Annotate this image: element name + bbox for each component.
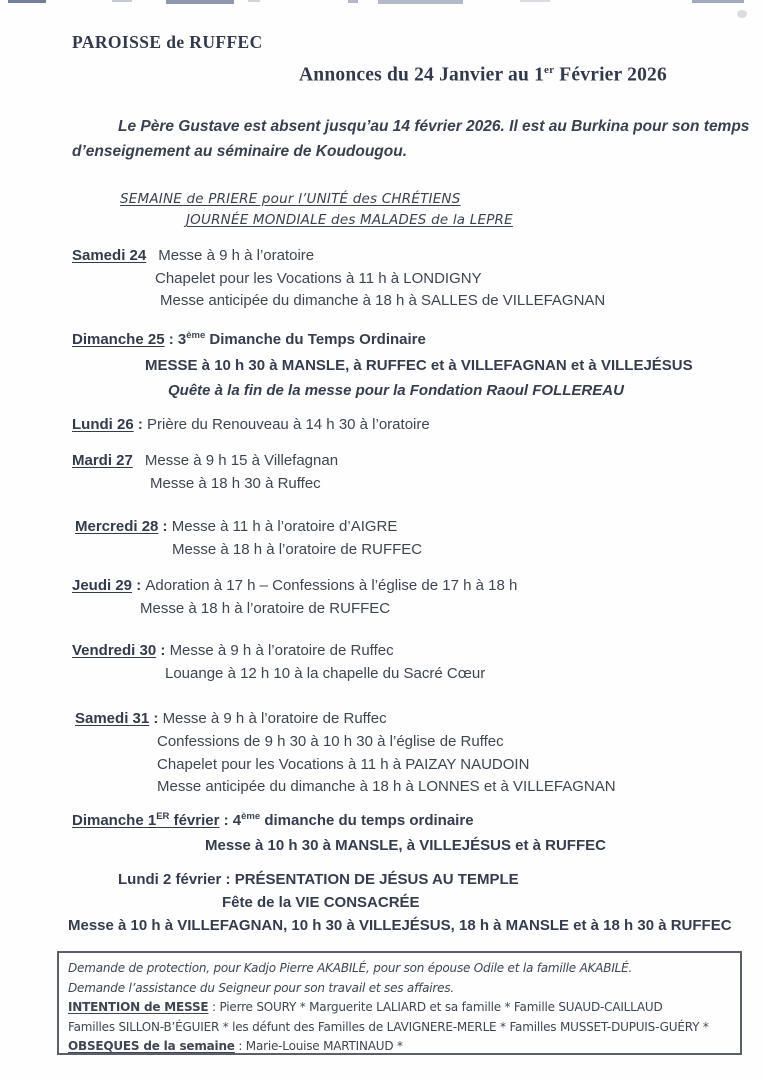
separator: :	[132, 577, 146, 594]
entry-samedi-31-line4: Messe anticipée du dimanche à 18 h à LONNES et à VILLEFAGNAN	[157, 778, 616, 795]
entry-samedi-24	[72, 246, 314, 266]
ordinal-number: 4	[232, 812, 242, 829]
scan-artifact	[248, 0, 260, 2]
entry-jeudi-29-line2: Messe à 18 h à l’oratoire de RUFFEC	[140, 600, 391, 617]
entry-jeudi-29	[72, 576, 517, 596]
page-subtitle	[299, 60, 667, 86]
separator: :	[149, 710, 163, 727]
entry-text: Prière du Renouveau à 14 h 30 à l’oratoire	[147, 416, 430, 433]
week-banner-line2: JOURNÉE MONDIALE des MALADES de la LEPRE	[186, 212, 513, 228]
families-line: Familles SILLON-B’ÉGUIER * les défunt des Familles de LAVIGNERE-MERLE * Familles MUSSET-DUPUIS-GUÉRY *	[68, 1019, 709, 1034]
ordinal-superscript: ème	[186, 330, 206, 341]
separator: :	[164, 331, 178, 348]
absence-notice-line2: d’enseignement au séminaire de Koudougou.	[72, 143, 408, 160]
entry-dimanche-1er	[72, 811, 474, 831]
subtitle-superscript: er	[544, 64, 555, 76]
mass-intentions-label: INTENTION de MESSE	[68, 1000, 209, 1014]
scan-artifact	[692, 0, 744, 3]
scan-artifact	[166, 0, 234, 4]
scan-artifact	[520, 0, 550, 2]
absence-notice-line1: Le Père Gustave est absent jusqu’au 14 février 2026. Il est au Burkina pour son temps	[118, 118, 750, 135]
scan-artifact	[8, 0, 46, 3]
scan-artifact	[348, 0, 358, 3]
mass-intentions-names: : Pierre SOURY * Marguerite LALIARD et sa famille * Famille SUAUD-CAILLAUD	[208, 1000, 663, 1014]
subtitle-text: Annonces du 24 Janvier au 1	[299, 64, 545, 86]
day-superscript: ER	[156, 811, 170, 822]
entry-text: Dimanche du Temps Ordinaire	[205, 331, 426, 348]
entry-vendredi-30-line2: Louange à 12 h 10 à la chapelle du Sacré Cœur	[165, 665, 486, 682]
day-label-mercredi-28: Mercredi 28	[75, 518, 159, 535]
day-label-vendredi-30: Vendredi 30	[72, 642, 157, 659]
scan-artifact	[737, 10, 747, 18]
entry-samedi-31-line2: Confessions de 9 h 30 à 10 h 30 à l’église de Ruffec	[157, 733, 504, 750]
day-label-lundi-26: Lundi 26	[72, 416, 134, 433]
page-title: PAROISSE de RUFFEC	[72, 32, 263, 52]
entry-vendredi-30	[72, 641, 394, 661]
entry-samedi-31	[75, 709, 387, 729]
day-label-dimanche-1er	[72, 812, 219, 829]
entry-dimanche-25	[72, 330, 426, 350]
scan-artifact	[378, 0, 463, 4]
day-text: Dimanche 1	[72, 812, 157, 829]
entry-mardi-27	[72, 451, 338, 471]
day-label-dimanche-25: Dimanche 25	[72, 331, 165, 348]
entry-text: Messe à 9 h à l’oratoire de Ruffec	[162, 710, 387, 727]
entry-text: Adoration à 17 h – Confessions à l’église de 17 h à 18 h	[145, 577, 518, 594]
feb2-line1: Lundi 2 février : PRÉSENTATION DE JÉSUS AU TEMPLE	[118, 871, 519, 888]
entry-samedi-31-line3: Chapelet pour les Vocations à 11 h à PAIZAY NAUDOIN	[157, 756, 530, 773]
scan-artifact	[112, 0, 132, 2]
separator: :	[133, 416, 148, 433]
funerals-line	[68, 1037, 731, 1057]
entry-text: Messe à 9 h à l’oratoire	[158, 247, 315, 264]
entry-dimanche-25-line2: MESSE à 10 h 30 à MANSLE, à RUFFEC et à VILLEFAGNAN et à VILLEJÉSUS	[145, 357, 693, 374]
protection-request-line2: Demande l’assistance du Seigneur pour son travail et ses affaires.	[68, 980, 454, 995]
funerals-names: : Marie-Louise MARTINAUD *	[234, 1039, 403, 1053]
funerals-label: OBSEQUES de la semaine	[68, 1039, 235, 1053]
entry-lundi-26	[72, 415, 430, 435]
day-label-jeudi-29: Jeudi 29	[72, 577, 133, 594]
entry-dimanche-25-line3: Quête à la fin de la messe pour la Fondation Raoul FOLLEREAU	[168, 382, 624, 399]
day-text-end: février	[169, 812, 220, 829]
day-label-samedi-24: Samedi 24	[72, 247, 147, 264]
protection-request-line1: Demande de protection, pour Kadjo Pierre AKABILÉ, pour son épouse Odile et la famille AKABILÉ.	[68, 961, 633, 975]
day-label-samedi-31: Samedi 31	[75, 710, 150, 727]
mass-intentions-line	[68, 998, 731, 1018]
ordinal-number: 3	[177, 331, 187, 348]
week-banner-line1: SEMAINE de PRIERE pour l’UNITÉ des CHRÉTIENS	[120, 191, 461, 207]
feb2-line2: Fête de la VIE CONSACRÉE	[222, 894, 420, 911]
feb2-line3: Messe à 10 h à VILLEFAGNAN, 10 h 30 à VILLEJÉSUS, 18 h à MANSLE et à 18 h 30 à RUFFEC	[68, 917, 732, 934]
entry-dimanche-1er-line2: Messe à 10 h 30 à MANSLE, à VILLEJÉSUS et à RUFFEC	[205, 837, 606, 854]
subtitle-text-end: Février 2026	[554, 64, 667, 86]
intentions-box	[57, 951, 742, 1055]
entry-text: Messe à 9 h à l’oratoire de Ruffec	[169, 642, 394, 659]
entry-mercredi-28	[75, 517, 397, 537]
day-label-mardi-27: Mardi 27	[72, 452, 133, 469]
separator: :	[158, 518, 172, 535]
entry-mercredi-28-line2: Messe à 18 h à l’oratoire de RUFFEC	[172, 541, 423, 558]
entry-mardi-27-line2: Messe à 18 h 30 à Ruffec	[150, 475, 321, 492]
entry-samedi-24-line2: Chapelet pour les Vocations à 11 h à LONDIGNY	[155, 270, 482, 287]
ordinal-superscript: ème	[241, 811, 261, 822]
entry-text: Messe à 11 h à l’oratoire d’AIGRE	[171, 518, 398, 535]
separator: :	[219, 812, 233, 829]
entry-text: dimanche du temps ordinaire	[260, 812, 474, 829]
separator: :	[156, 642, 170, 659]
entry-text: Messe à 9 h 15 à Villefagnan	[144, 452, 339, 469]
entry-samedi-24-line3: Messe anticipée du dimanche à 18 h à SALLES de VILLEFAGNAN	[160, 292, 606, 309]
